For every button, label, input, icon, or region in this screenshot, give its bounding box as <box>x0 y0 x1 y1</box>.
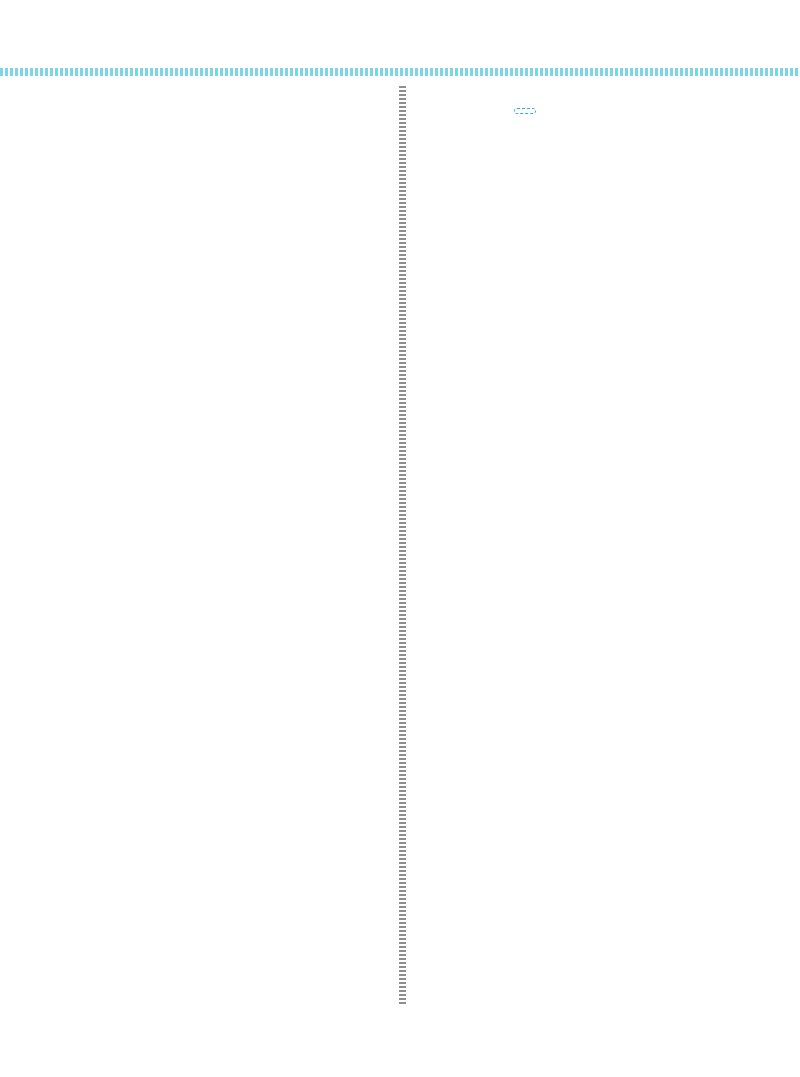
right-column <box>444 96 724 119</box>
header-rule <box>0 68 800 76</box>
history-section-label <box>514 108 536 114</box>
column-divider <box>399 86 406 1006</box>
